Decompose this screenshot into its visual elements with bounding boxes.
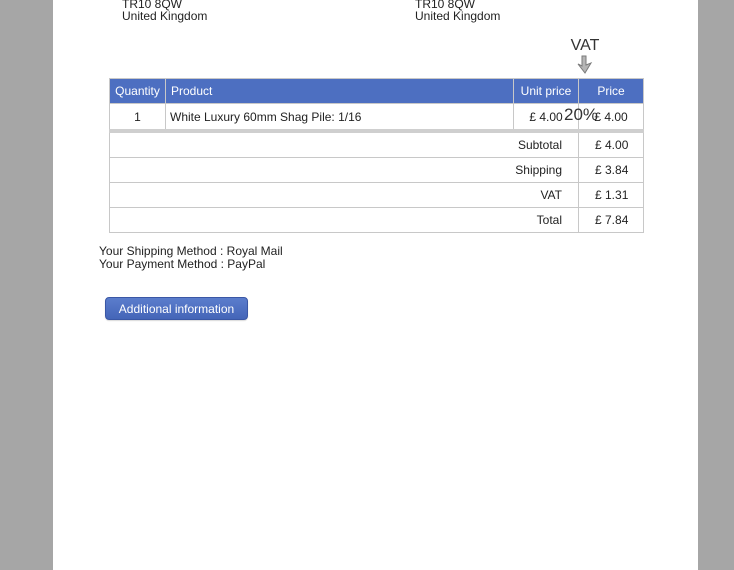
vat-row (110, 183, 644, 208)
shipping-postcode: TR10 8QW (415, 0, 476, 11)
shipping-row (110, 158, 644, 183)
item-price: £ 4.00 (579, 104, 644, 131)
vat-callout-label: VAT (570, 37, 600, 54)
billing-country: United Kingdom (122, 9, 208, 23)
billing-postcode: TR10 8QW (122, 0, 183, 11)
order-totals-table (109, 129, 644, 233)
header-quantity: Quantity (110, 79, 166, 104)
order-methods (99, 245, 283, 271)
shipping-method: Your Shipping Method : Royal Mail (99, 244, 283, 258)
total-row (110, 208, 644, 233)
shipping-address (415, 0, 500, 22)
item-unit-price: £ 4.00 (514, 104, 579, 131)
vat-value: £ 1.31 (579, 183, 644, 208)
table-header-row (110, 79, 644, 104)
header-unit-price: Unit price (514, 79, 579, 104)
header-product: Product (166, 79, 514, 104)
shipping-label: Shipping (110, 158, 579, 183)
item-quantity: 1 (110, 104, 166, 131)
header-price: Price (579, 79, 644, 104)
item-product: White Luxury 60mm Shag Pile: 1/16 (166, 104, 514, 131)
total-label: Total (110, 208, 579, 233)
subtotal-value: £ 4.00 (579, 131, 644, 158)
additional-information-button[interactable]: Additional information (105, 297, 248, 320)
vat-rate-overlay: 20% (564, 105, 599, 124)
total-value: £ 7.84 (579, 208, 644, 233)
invoice-page (53, 0, 698, 570)
vat-arrow-icon (573, 55, 597, 75)
shipping-country: United Kingdom (415, 9, 501, 23)
subtotal-row (110, 131, 644, 158)
subtotal-label: Subtotal (110, 131, 579, 158)
vat-callout (563, 37, 607, 75)
vat-label: VAT (110, 183, 579, 208)
shipping-value: £ 3.84 (579, 158, 644, 183)
payment-method: Your Payment Method : PayPal (99, 257, 266, 271)
billing-address (122, 0, 207, 22)
